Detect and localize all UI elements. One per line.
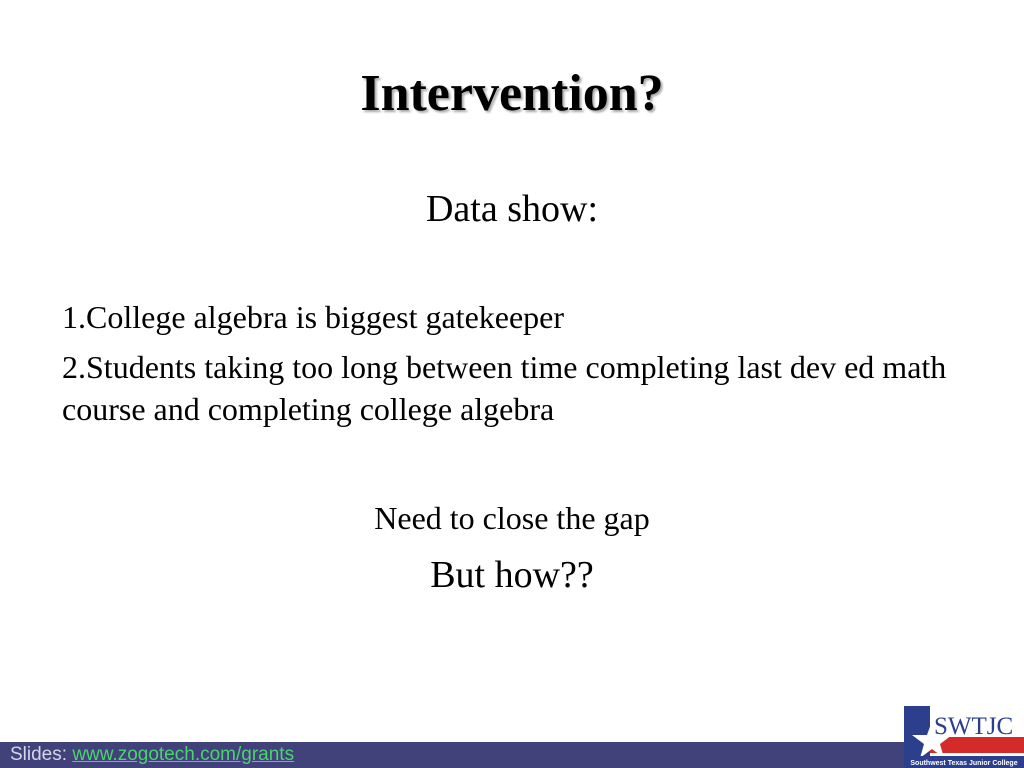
list-item: 1.College algebra is biggest gatekeeper [62, 299, 565, 335]
slide-subhead: Data show: [425, 188, 599, 230]
swtjc-logo [904, 706, 1024, 768]
slide-title: Intervention? [360, 65, 664, 122]
how-question: But how?? [430, 554, 594, 596]
logo-caption: Southwest Texas Junior College [910, 760, 1018, 767]
gap-statement: Need to close the gap [374, 500, 650, 536]
findings-list [62, 296, 952, 438]
footer-credit [10, 744, 294, 766]
slides-link[interactable]: www.zogotech.com/grants [72, 744, 295, 765]
logo-wordmark: SWTJC [934, 713, 1014, 740]
texas-star-flag-icon [904, 706, 1024, 768]
list-item: 2.Students taking too long between time completing last dev ed math course and completing college algebra [62, 349, 947, 427]
footer-prefix: Slides: [10, 744, 73, 765]
